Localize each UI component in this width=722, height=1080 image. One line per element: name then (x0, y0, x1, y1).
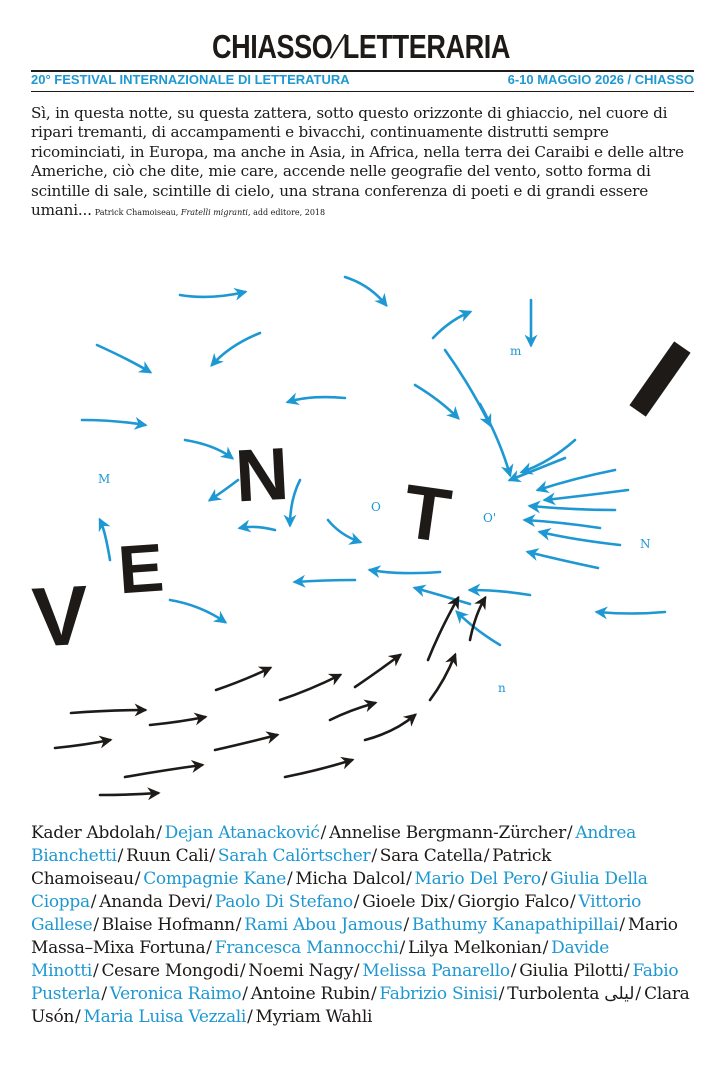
small-letter-m-lower: m (510, 344, 522, 358)
author-separator: / (117, 846, 124, 866)
author-name: Fabrizio Sinisi (379, 984, 498, 1004)
author-separator: / (353, 892, 360, 912)
author-separator: / (635, 984, 642, 1004)
author-name: Compagnie Kane (143, 869, 286, 889)
quote-citation: Patrick Chamoiseau, Fratelli migranti, add editore, 2018 (94, 208, 326, 218)
author-separator: / (371, 846, 377, 866)
author-separator: / (242, 984, 248, 1004)
logo-right: LETTERARIA (342, 28, 511, 65)
letter-v: V (29, 567, 91, 665)
wind-artwork (0, 230, 722, 810)
author-name: Micha Dalcol (295, 869, 406, 889)
author-separator: / (483, 846, 490, 866)
author-name: Giorgio Falco (457, 892, 569, 912)
author-separator: / (569, 892, 576, 912)
author-name: Bathumy Kanapathipillai (411, 915, 619, 935)
author-name: Vittorio Gallese (31, 892, 642, 935)
author-separator: / (206, 892, 212, 912)
author-name: Andrea Bianchetti (31, 823, 636, 866)
author-name: Davide Minotti (31, 938, 610, 981)
author-separator: / (406, 869, 412, 889)
author-name: Giulia Pilotti (519, 961, 624, 981)
small-letter-o-prime: O' (483, 511, 497, 525)
festival-logo (65, 28, 657, 66)
author-separator: / (101, 984, 107, 1004)
author-separator: / (93, 915, 99, 935)
author-separator: / (541, 869, 548, 889)
author-separator: / (370, 984, 377, 1004)
author-separator: / (353, 961, 360, 981)
author-name: Melissa Panarello (362, 961, 510, 981)
author-separator: / (156, 823, 162, 843)
author-name: Sarah Calörtscher (217, 846, 371, 866)
small-letter-m: M (98, 472, 111, 486)
author-separator: / (399, 938, 405, 958)
author-separator: / (619, 915, 625, 935)
author-name: Fabio Pusterla (31, 961, 679, 1004)
author-name: Francesca Mannocchi (214, 938, 399, 958)
small-letter-n: N (640, 537, 651, 551)
author-separator: / (90, 892, 97, 912)
small-letter-n-lower: n (498, 681, 506, 695)
author-separator: / (403, 915, 409, 935)
author-separator: / (134, 869, 141, 889)
author-name: Ananda Devi (99, 892, 206, 912)
author-name: Mario Massa–Mixa Fortuna (31, 915, 678, 958)
black-wind-arrows (55, 598, 485, 795)
author-separator: / (209, 846, 215, 866)
quote-text: Sì, in questa notte, su questa zattera, sotto questo orizzonte di ghiaccio, nel cuore di ripari tremanti, di accampamenti e bivacchi, continuamente distrutti sempre ricominciati, in Europa, ma anche in Asia, in Africa, nella terra dei Caraibi e delle altre Americhe, ciò che dite, mie care, accende nelle geografie del vento, sotto forma di scintille di sale, scintille di cielo, una strana conferenza di poeti e di grandi essere umani... (31, 104, 684, 220)
author-separator: / (566, 823, 573, 843)
logo-left: CHIASSO (211, 28, 333, 65)
author-separator: / (75, 1007, 81, 1027)
author-separator: / (498, 984, 505, 1004)
title-letters (30, 432, 456, 665)
author-name: Cesare Mongodi (101, 961, 239, 981)
author-name: Rami Abou Jamous (244, 915, 403, 935)
author-name: Paolo Di Stefano (214, 892, 353, 912)
letter-i (629, 341, 690, 416)
author-name: Patrick Chamoiseau (31, 846, 552, 889)
festival-dates: 6-10 MAGGIO 2026 / CHIASSO (507, 72, 694, 87)
author-separator: / (510, 961, 517, 981)
author-separator: / (286, 869, 293, 889)
author-separator: / (449, 892, 455, 912)
author-name: Gioele Dix (362, 892, 449, 912)
author-separator: / (542, 938, 549, 958)
small-letter-o: O (371, 500, 381, 514)
author-separator: / (247, 1007, 253, 1027)
author-name: Sara Catella (379, 846, 483, 866)
author-separator: / (239, 961, 246, 981)
author-name: Ruun Cali (126, 846, 209, 866)
author-separator: / (624, 961, 630, 981)
author-name: Antoine Rubin (250, 984, 370, 1004)
small-letters (98, 344, 651, 695)
bottom-rule (31, 91, 694, 92)
author-name: Noemi Nagy (248, 961, 353, 981)
blue-wind-arrows (82, 277, 665, 645)
authors-list (31, 822, 696, 1029)
author-name: Giulia Della Cioppa (31, 869, 648, 912)
author-name: Lilya Melkonian (407, 938, 542, 958)
quote-block (31, 104, 696, 222)
letter-n: N (233, 431, 291, 518)
author-name: Kader Abdolah (31, 823, 156, 843)
author-name: Clara Usón (31, 984, 690, 1027)
author-separator: / (320, 823, 327, 843)
author-name: Blaise Hofmann (101, 915, 235, 935)
author-separator: / (206, 938, 212, 958)
author-name: Turbolenta ليلى (507, 984, 635, 1004)
author-name: Maria Luisa Vezzali (83, 1007, 247, 1027)
festival-subtitle: 20° FESTIVAL INTERNAZIONALE DI LETTERATURA (31, 72, 350, 87)
author-separator: / (235, 915, 242, 935)
author-separator: / (93, 961, 99, 981)
letter-e: E (115, 529, 167, 609)
author-name: Myriam Wahli (255, 1007, 373, 1027)
author-name: Annelise Bergmann-Zürcher (329, 823, 566, 843)
logo-slash-icon: / (327, 28, 349, 65)
author-name: Mario Del Pero (414, 869, 541, 889)
letter-t: T (398, 468, 456, 560)
author-name: Veronica Raimo (109, 984, 242, 1004)
author-name: Dejan Atanacković (164, 823, 320, 843)
